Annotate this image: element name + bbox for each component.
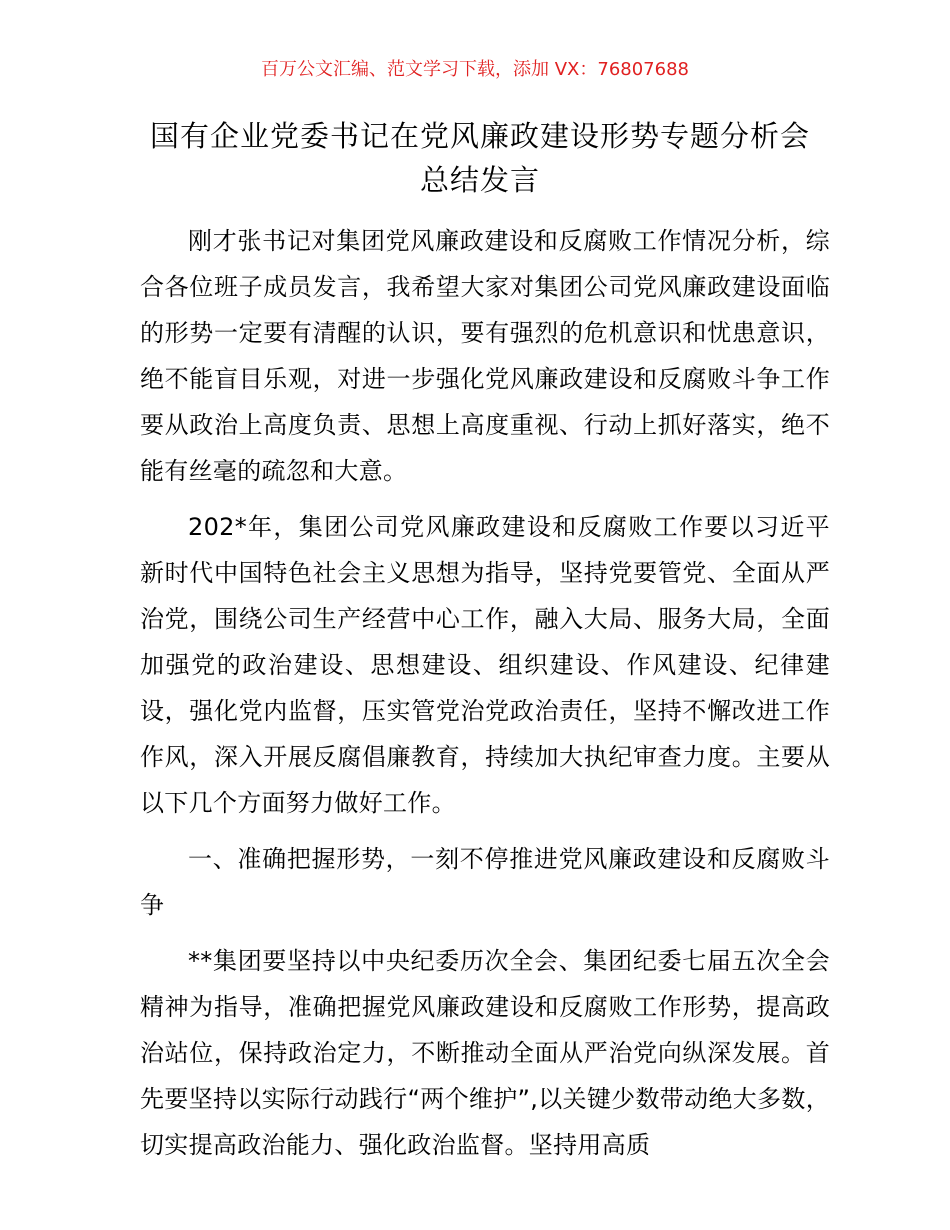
paragraph-3: **集团要坚持以中央纪委历次全会、集团纪委七届五次全会精神为指导，准确把握党风廉政建设和反腐败工作形势，提高政治站位，保持政治定力，不断推动全面从严治党向纵深发展。首先要坚持以实际行动践行“两个维护”,以关键少数带动绝大多数，切实提高政治能力、强化政治监督。坚持用高质 — [140, 947, 830, 1159]
paragraph-2: 202*年，集团公司党风廉政建设和反腐败工作要以习近平新时代中国特色社会主义思想为指导，坚持党要管党、全面从严治党，围绕公司生产经营中心工作，融入大局、服务大局，全面加强党的政治建设、思想建设、组织建设、作风建设、纪律建设，强化党内监督，压实管党治党政治责任，坚持不懈改进工作作风，深入开展反腐倡廉教育，持续加大执纪审查力度。主要从以下几个方面努力做好工作。 — [140, 513, 830, 817]
header-watermark-note: 百万公文汇编、范文学习下载，添加 VX：76807688 — [261, 59, 689, 80]
section-heading-1: 一、准确把握形势，一刻不停推进党风廉政建设和反腐败斗争 — [140, 845, 830, 919]
paragraph-1: 刚才张书记对集团党风廉政建设和反腐败工作情况分析，综合各位班子成员发言，我希望大家对集团公司党风廉政建设面临的形势一定要有清醒的认识，要有强烈的危机意识和忧患意识，绝不能盲目乐观，对进一步强化党风廉政建设和反腐败斗争工作要从政治上高度负责、思想上高度重视、行动上抓好落实，绝不能有丝毫的疏忽和大意。 — [140, 227, 830, 485]
document-body — [140, 218, 830, 1178]
document-title: 国有企业党委书记在党风廉政建设形势专题分析会总结发言 — [149, 119, 810, 197]
